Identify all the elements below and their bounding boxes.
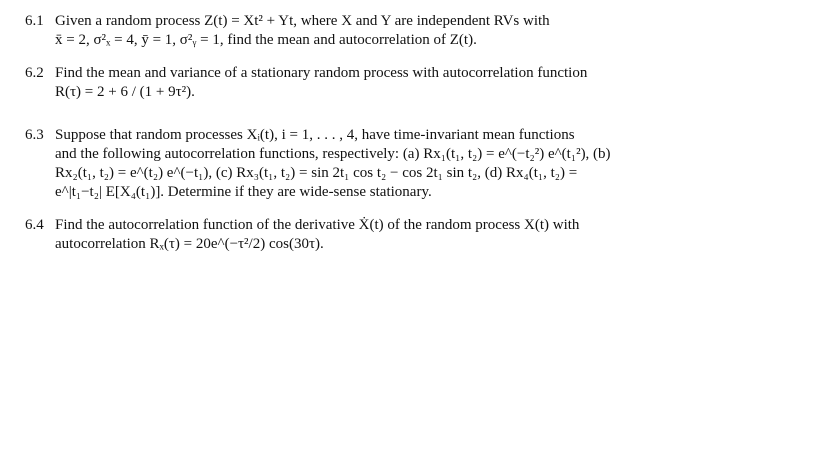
problem-6-2 [25,64,637,102]
problem-line: x̄ = 2, σ²ₓ = 4, ȳ = 1, σ²ᵧ = 1, find the mean and autocorrelation of Z(t). [55,32,477,48]
problem-number: 6.4 [25,217,44,233]
problem-formula: R(τ) = 2 + 6 / (1 + 9τ²). [55,84,195,100]
problem-line: Given a random process Z(t) = Xt² + Yt, where X and Y are independent RVs with [55,13,550,29]
problem-6-4 [25,216,637,254]
problem-line: and the following autocorrelation functions, respectively: (a) Rx₁(t₁, t₂) = e^(−t₂²) e^(t₁²), (b) [55,146,611,162]
problem-6-1 [25,12,637,50]
problem-number: 6.1 [25,13,44,29]
problem-6-3 [25,126,637,202]
problem-line: e^|t₁−t₂| E[X₄(t₁)]. Determine if they are wide-sense stationary. [55,184,432,200]
problem-line: Rx₂(t₁, t₂) = e^(t₂) e^(−t₁), (c) Rx₃(t₁, t₂) = sin 2t₁ cos t₂ − cos 2t₁ sin t₂, (d) Rx₄(t₁, t₂) = [55,165,578,181]
problem-line: Find the autocorrelation function of the derivative Ẋ(t) of the random process X(t) with [55,217,580,233]
problem-line: Find the mean and variance of a stationary random process with autocorrelation function [55,65,588,81]
problem-line: Suppose that random processes Xᵢ(t), i = 1, . . . , 4, have time-invariant mean functions [55,127,575,143]
problem-line: autocorrelation Rₓ(τ) = 20e^(−τ²/2) cos(30τ). [55,236,324,252]
problem-number: 6.2 [25,65,44,81]
problem-number: 6.3 [25,127,44,143]
